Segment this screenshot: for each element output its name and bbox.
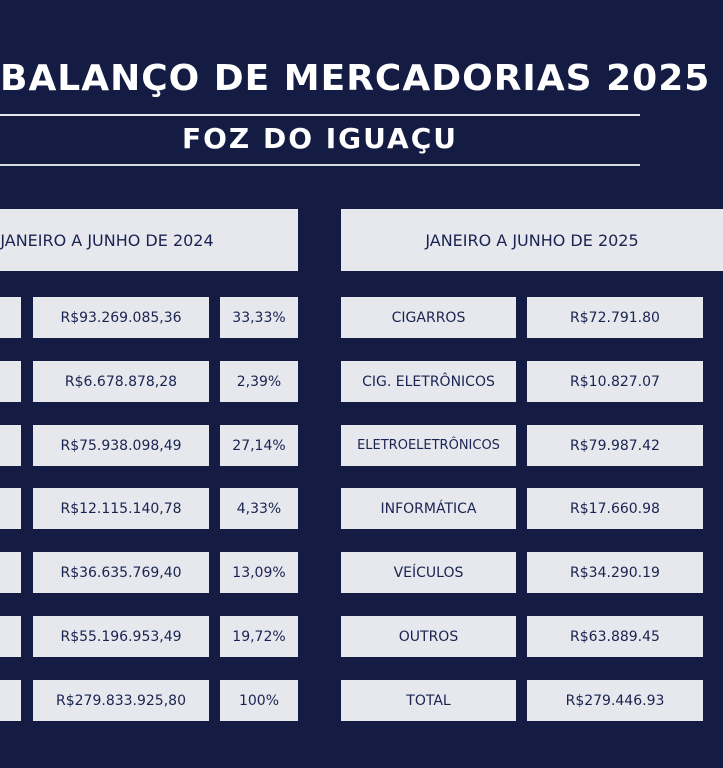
left-percent-label: 19,72%	[232, 628, 286, 645]
left-percent-cell	[220, 488, 298, 529]
right-value-label: R$10.827.07	[570, 373, 660, 390]
left-value-label: R$12.115.140,78	[60, 500, 182, 517]
right-value-cell	[527, 425, 703, 466]
right-value-label: R$17.660.98	[570, 500, 660, 517]
right-category-label: VEÍCULOS	[393, 564, 464, 581]
left-percent-label: 27,14%	[232, 437, 286, 454]
right-category-cell	[341, 297, 516, 338]
right-value-cell	[527, 361, 703, 402]
right-value-cell	[527, 297, 703, 338]
left-percent-cell	[220, 616, 298, 657]
right-value-cell	[527, 680, 703, 721]
right-period-label: JANEIRO A JUNHO DE 2025	[425, 230, 639, 250]
right-category-cell	[341, 488, 516, 529]
left-category-cell	[0, 488, 21, 529]
subtitle-divider	[0, 164, 640, 166]
left-value-label: R$279.833.925,80	[56, 692, 186, 709]
right-period-header	[341, 209, 723, 271]
right-value-label: R$34.290.19	[570, 564, 660, 581]
left-value-cell	[33, 361, 209, 402]
left-percent-label: 13,09%	[232, 564, 286, 581]
right-category-label: OUTROS	[398, 628, 459, 645]
left-value-cell	[33, 425, 209, 466]
left-value-label: R$36.635.769,40	[60, 564, 182, 581]
left-value-cell	[33, 552, 209, 593]
right-category-label: CIG. ELETRÔNICOS	[362, 373, 495, 390]
left-percent-cell	[220, 361, 298, 402]
left-category-cell	[0, 297, 21, 338]
right-category-label: ELETROELETRÔNICOS	[357, 438, 500, 453]
left-percent-cell	[220, 425, 298, 466]
left-period-label: JANEIRO A JUNHO DE 2024	[0, 230, 214, 250]
left-period-header	[0, 209, 298, 271]
left-percent-cell	[220, 552, 298, 593]
right-category-label: CIGARROS	[391, 309, 466, 326]
left-value-cell	[33, 616, 209, 657]
left-value-label: R$93.269.085,36	[60, 309, 182, 326]
left-value-cell	[33, 680, 209, 721]
right-value-label: R$63.889.45	[570, 628, 660, 645]
left-value-label: R$6.678.878,28	[64, 373, 178, 390]
right-value-cell	[527, 488, 703, 529]
left-category-cell	[0, 361, 21, 402]
title-divider	[0, 114, 640, 116]
left-percent-label: 2,39%	[236, 373, 282, 390]
left-category-cell	[0, 425, 21, 466]
left-value-cell	[33, 488, 209, 529]
left-percent-label: 33,33%	[232, 309, 286, 326]
right-category-label: INFORMÁTICA	[380, 500, 477, 517]
left-category-cell	[0, 616, 21, 657]
left-percent-label: 4,33%	[236, 500, 282, 517]
right-value-label: R$279.446.93	[565, 692, 665, 709]
left-value-label: R$75.938.098,49	[60, 437, 182, 454]
left-value-cell	[33, 297, 209, 338]
left-category-cell	[0, 552, 21, 593]
right-value-cell	[527, 616, 703, 657]
right-category-cell	[341, 361, 516, 402]
right-category-cell	[341, 616, 516, 657]
page-title: BALANÇO DE MERCADORIAS 2025	[0, 58, 711, 99]
right-value-label: R$79.987.42	[570, 437, 660, 454]
right-value-label: R$72.791.80	[570, 309, 660, 326]
left-percent-label: 100%	[238, 692, 280, 709]
left-percent-cell	[220, 297, 298, 338]
right-value-cell	[527, 552, 703, 593]
page-subtitle: FOZ DO IGUAÇU	[181, 122, 458, 155]
left-value-label: R$55.196.953,49	[60, 628, 182, 645]
right-category-cell	[341, 425, 516, 466]
left-percent-cell	[220, 680, 298, 721]
right-category-cell	[341, 680, 516, 721]
right-category-label: TOTAL	[406, 692, 451, 709]
right-category-cell	[341, 552, 516, 593]
left-category-cell	[0, 680, 21, 721]
